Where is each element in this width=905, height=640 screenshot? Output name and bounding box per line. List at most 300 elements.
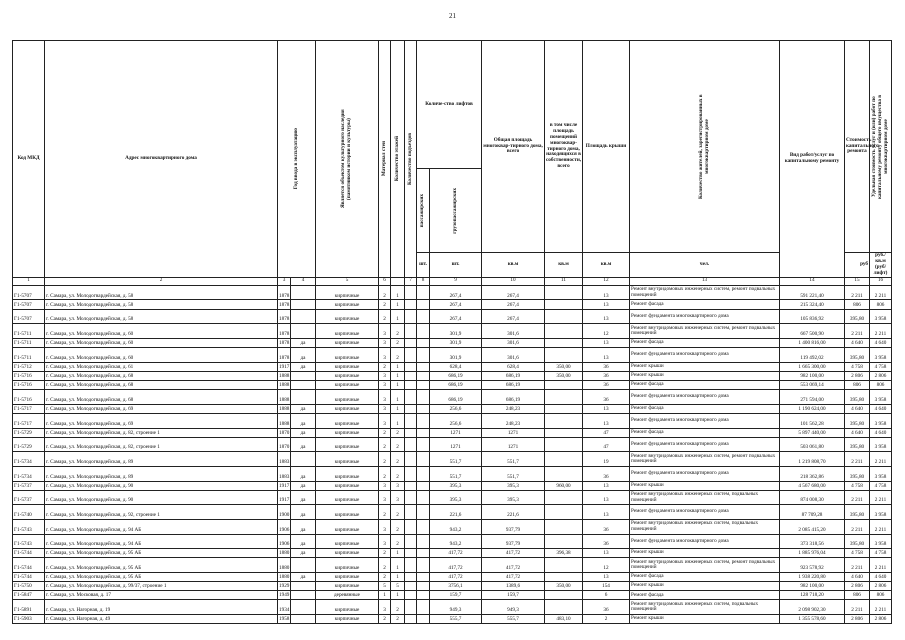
cell-total-area: 159,7 [430,591,482,600]
cell-roof-area [545,404,583,413]
cell-work: Ремонт фасада [630,404,780,413]
cell-work: Ремонт фундамента многоквартирного дома [630,390,780,405]
cell-incl-area: 686,19 [482,371,545,380]
cell-floors: 3 [379,390,391,405]
column-number: 4 [291,277,316,285]
cell-entrances: 2 [391,452,405,467]
cell-entrances: 1 [391,572,405,581]
cell-roof-area: 350,00 [545,371,583,380]
cell-year: 1900 [278,505,291,520]
cell-kod: Г1-5716 [13,390,45,405]
cell-walls: кирпичные [316,390,379,405]
cell-residents: 13 [583,549,630,558]
cell-incl-area: 221,6 [482,505,545,520]
cell-kod: Г1-5734 [13,452,45,467]
cell-roof-area: 483,10 [545,615,583,624]
cell-work: Ремонт фасада [630,572,780,581]
cell-residents: 13 [583,338,630,347]
cell-limit-cost: 4 640 [870,572,892,581]
cell-incl-area: 551,7 [482,466,545,481]
cell-walls: деревянные [316,591,379,600]
cell-cost: 87 709,28 [780,505,845,520]
cell-work: Ремонт крыши [630,481,780,490]
cell-cost: 1 219 808,70 [780,452,845,467]
cell-incl-area: 267,4 [482,300,545,309]
cell-cost: 5 897 440,00 [780,428,845,437]
cell-cost: 1 938 220,80 [780,572,845,581]
cell-floors: 3 [379,371,391,380]
cell-total-area: 686,19 [430,371,482,380]
cell-heritage [291,324,316,339]
cell-walls: кирпичные [316,381,379,390]
table-row [13,490,892,505]
cell-limit-cost: 4 758 [870,362,892,371]
column-number: 13 [630,277,780,285]
cell-lifts-pass [405,490,417,505]
cell-address: г. Самара, ул. Молодогвардейская, д. 92, строение 1 [45,505,278,520]
header-kod: Код МКД [13,41,45,278]
table-row [13,348,892,363]
cell-work: Ремонт внутридомовых инженерных систем, подвальных помещений [630,519,780,534]
cell-work: Ремонт крыши [630,362,780,371]
cell-lifts-cargo [417,437,430,452]
cell-entrances: 1 [391,371,405,380]
cell-year: 1949 [279,592,290,599]
cell-roof-area [545,338,583,347]
cell-floors: 3 [379,324,391,339]
cell-cost: 1 665 300,00 [780,362,845,371]
cell-limit-cost: 2 211 [870,452,892,467]
cell-work: Ремонт фасада [630,428,780,437]
cell-incl-area: 417,72 [482,549,545,558]
table-row [13,549,892,558]
table-row [13,452,892,467]
cell-roof-area [545,428,583,437]
cell-entrances: 1 [391,591,405,600]
cell-walls: кирпичные [316,338,379,347]
cell-lifts-cargo [417,413,430,428]
cell-year: 1958 [279,616,290,623]
table-row [13,505,892,520]
cell-incl-area: 159,7 [482,591,545,600]
cell-work: Ремонт внутридомовых инженерных систем, ремонт подвальных помещений [630,558,780,573]
unit-roof-area: кв.м [583,253,630,278]
cell-cost: 119 492,02 [780,348,845,363]
cell-kod: Г1-5743 [13,519,45,534]
table-row [13,300,892,309]
cell-incl-area: 1271 [482,437,545,452]
cell-work: Ремонт фундамента многоквартирного дома [630,413,780,428]
cell-entrances: 1 [391,309,405,324]
cell-entrances: 1 [391,362,405,371]
cell-cost: 1 190 624,00 [780,404,845,413]
cell-unit-cost: 4 640 [845,338,870,347]
column-number: 11 [545,277,583,285]
header-address: Адрес многоквартирного дома [45,41,278,278]
cell-lifts-cargo [417,615,430,624]
cell-cost: 923 578,92 [780,558,845,573]
cell-entrances: 1 [391,381,405,390]
cell-unit-cost: 4 640 [845,572,870,581]
cell-walls: кирпичные [316,490,379,505]
cell-walls: кирпичные [316,428,379,437]
cell-address: г. Самара, ул. Молодогвардейская, д. 95 АБ [45,572,278,581]
cell-incl-area: 301,6 [482,324,545,339]
cell-lifts-cargo [417,390,430,405]
cell-heritage: да [291,534,316,549]
cell-lifts-pass [405,600,417,615]
cell-year: 1880 [278,558,291,573]
table-row [13,338,892,347]
table-row [13,600,892,615]
cell-work: Ремонт фундамента многоквартирного дома [630,505,780,520]
cell-unit-cost: 395,80 [845,437,870,452]
cell-heritage: да [291,404,316,413]
table-row [13,324,892,339]
cell-residents: 13 [583,413,630,428]
cell-year: 1906 [278,519,291,534]
column-number: 8 [417,277,430,285]
column-number: 14 [780,277,845,285]
capital-repair-table [12,40,892,624]
cell-lifts-pass [405,558,417,573]
cell-entrances: 2 [391,534,405,549]
cell-total-area: 267,4 [430,300,482,309]
cell-floors: 2 [379,362,391,371]
cell-lifts-cargo [417,381,430,390]
cell-residents: 13 [583,285,630,300]
cell-walls: кирпичные [316,348,379,363]
header-incl-area: в том числе площадь помещений многоквар-тирного дома, находящихся в собственности, всего [545,41,583,253]
cell-kod: Г1-5740 [13,505,45,520]
header-total-area: Общая площадь многоквар-тирного дома, всего [482,41,545,253]
cell-residents: 36 [583,362,630,371]
cell-incl-area: 686,19 [482,381,545,390]
cell-floors: 2 [379,428,391,437]
cell-total-area: 267,4 [430,309,482,324]
cell-cost: 667 500,90 [780,324,845,339]
cell-unit-cost: 2 211 [845,558,870,573]
cell-unit-cost: 395,80 [845,309,870,324]
cell-walls: кирпичные [316,481,379,490]
cell-unit-cost: 806 [845,591,870,600]
cell-entrances: 2 [391,428,405,437]
cell-walls: кирпичные [316,324,379,339]
cell-lifts-cargo [417,519,430,534]
cell-unit-cost: 395,80 [845,348,870,363]
table-row [13,371,892,380]
cell-lifts-cargo [417,452,430,467]
cell-cost: 1 885 976,04 [780,549,845,558]
cell-heritage: да [291,437,316,452]
cell-roof-area [545,324,583,339]
cell-heritage [291,390,316,405]
cell-kod: Г1-5716 [13,381,45,390]
cell-limit-cost: 3 958 [870,413,892,428]
cell-kod: Г1-5711 [13,348,45,363]
cell-cost: 591 221,40 [780,285,845,300]
cell-residents: 36 [583,390,630,405]
cell-limit-cost: 2 211 [870,558,892,573]
cell-roof-area [545,348,583,363]
cell-year: 1883 [278,452,291,467]
cell-unit-cost: 4 758 [845,549,870,558]
cell-walls: кирпичные [316,404,379,413]
cell-kod: Г1-5711 [13,338,45,347]
table-row [13,428,892,437]
cell-lifts-pass [405,300,417,309]
cell-roof-area [545,519,583,534]
cell-kod: Г1-5707 [13,309,45,324]
cell-residents: 13 [583,505,630,520]
cell-lifts-pass [405,452,417,467]
cell-roof-area [545,505,583,520]
cell-floors: 2 [379,615,391,624]
cell-residents: 19 [583,452,630,467]
cell-work: Ремонт фасада [630,300,780,309]
cell-address: г. Самара, ул. Молодогвардейская, д. 60 [45,348,278,363]
cell-heritage [291,558,316,573]
cell-roof-area [545,437,583,452]
cell-roof-area [545,466,583,481]
cell-work: Ремонт внутридомовых инженерных систем, подвальных помещений [630,600,780,615]
cell-total-area: 1271 [430,428,482,437]
cell-total-area: 256,6 [430,404,482,413]
cell-lifts-pass [405,582,417,591]
cell-address: г. Самара, ул. Молодогвардейская, д. 90 [45,490,278,505]
cell-year: 1934 [278,600,291,615]
unit-incl-area: кв.м [545,253,583,278]
cell-total-area: 417,72 [430,549,482,558]
cell-entrances: 2 [391,348,405,363]
cell-kod: Г1-5729 [13,437,45,452]
cell-floors: 3 [379,338,391,347]
cell-address: г. Самара, ул. Молодогвардейская, д. 90 [45,481,278,490]
cell-lifts-pass [405,481,417,490]
cell-unit-cost: 2 806 [845,615,870,624]
cell-lifts-pass [405,285,417,300]
cell-work: Ремонт фундамента многоквартирного дома [630,534,780,549]
cell-year: 1870 [279,429,290,436]
cell-residents: 13 [583,490,630,505]
cell-heritage [291,591,316,600]
cell-year: 1883 [278,466,291,481]
cell-lifts-cargo [417,285,430,300]
cell-lifts-cargo [417,600,430,615]
cell-walls: кирпичные [316,371,379,380]
cell-roof-area [545,591,583,600]
cell-entrances: 1 [391,549,405,558]
cell-incl-area: 395,3 [482,481,545,490]
cell-cost: 503 061,80 [780,437,845,452]
cell-cost: 4 567 680,00 [780,481,845,490]
cell-heritage [291,582,316,591]
cell-address: г. Самара, ул. Молодогвардейская, д. 69 [45,404,278,413]
cell-cost: 1 400 816,00 [780,338,845,347]
cell-year: 1878 [278,285,291,300]
cell-limit-cost: 806 [870,300,892,309]
cell-lifts-pass [405,428,417,437]
cell-entrances: 3 [391,481,405,490]
cell-year: 1878 [278,348,291,363]
cell-heritage: да [291,338,316,347]
cell-total-area: 686,19 [430,390,482,405]
column-number: 15 [845,277,870,285]
cell-incl-area: 248,23 [482,413,545,428]
unit-unit-cost: руб./кв.м (руб/лифт) [870,253,892,278]
cell-limit-cost: 3 958 [870,466,892,481]
cell-unit-cost: 4 758 [845,481,870,490]
cell-limit-cost: 2 806 [870,615,892,624]
cell-kod: Г1-5737 [13,481,45,490]
cell-unit-cost: 4 758 [845,362,870,371]
cell-heritage: да [291,466,316,481]
cell-total-area: 267,4 [430,285,482,300]
cell-cost: 874 008,30 [780,490,845,505]
table-row [13,519,892,534]
header-unit-cost: Удельная стоимость услуг и (или) работ по капитальному ремонту общего имущества в многоквартирном доме [870,41,892,253]
cell-kod: Г1-5903 [13,615,45,624]
cell-residents: 47 [583,437,630,452]
column-numbers-row [13,277,892,285]
cell-roof-area [545,381,583,390]
cell-heritage: да [291,481,316,490]
cell-total-area: 943,2 [430,534,482,549]
column-number [391,277,405,285]
cell-address: г. Самара, ул. Молодогвардейская, д. 94 АБ [45,534,278,549]
cell-floors: 1 [379,591,391,600]
cell-residents: 36 [583,519,630,534]
cell-walls: кирпичные [316,549,379,558]
cell-cost: 1 355 578,60 [780,615,845,624]
cell-limit-cost: 3 958 [870,437,892,452]
cell-unit-cost: 2 211 [845,519,870,534]
cell-roof-area [545,572,583,581]
cell-unit-cost: 2 211 [845,490,870,505]
cell-year: 1917 [279,482,290,489]
cell-heritage [291,300,316,309]
cell-kod: Г1-5891 [13,600,45,615]
cell-floors: 3 [379,481,391,490]
cell-total-area: 628,4 [430,362,482,371]
cell-limit-cost: 2 806 [870,371,892,380]
header-walls: Материал стен [379,41,391,278]
cell-limit-cost: 4 758 [870,481,892,490]
cell-work: Ремонт фундамента многоквартирного дома [630,348,780,363]
cell-floors: 3 [379,381,391,390]
cell-lifts-cargo [417,582,430,591]
column-number: 16 [870,277,892,285]
cell-lifts-pass [405,371,417,380]
cell-cost: 982 100,00 [780,582,845,591]
cell-roof-area [545,600,583,615]
cell-lifts-pass [405,404,417,413]
cell-floors: 3 [379,413,391,428]
cell-heritage [291,452,316,467]
cell-incl-area: 1389,6 [482,582,545,591]
cell-cost: 2 085 415,20 [780,519,845,534]
cell-cost: 215 324,40 [780,300,845,309]
cell-address: г. Самара, ул. Молодогвардейская, д. 89 [45,452,278,467]
cell-lifts-pass [405,534,417,549]
cell-entrances: 2 [391,600,405,615]
cell-lifts-cargo [417,428,430,437]
cell-unit-cost: 395,80 [845,534,870,549]
table-row [13,591,892,600]
cell-walls: кирпичные [316,615,379,624]
unit-lifts-pass: шт. [417,253,430,278]
cell-heritage [291,600,316,615]
cell-address: г. Самара, ул. Молодогвардейская, д. 68 [45,381,278,390]
cell-address: г. Самара, ул. Молодогвардейская, д. 95 АБ [45,549,278,558]
cell-year: 1888 [278,413,291,428]
column-number: 5 [316,277,379,285]
cell-lifts-cargo [417,591,430,600]
cell-limit-cost: 2 211 [870,285,892,300]
cell-work: Ремонт фундамента многоквартирного дома [630,437,780,452]
cell-address: г. Самара, ул. Молодогвардейская, д. 58 [45,285,278,300]
cell-year: 1888 [279,382,290,389]
cell-total-area: 256,6 [430,413,482,428]
cell-kod: Г1-5711 [13,324,45,339]
cell-heritage: да [291,413,316,428]
table-body [13,285,892,623]
cell-year: 1929 [279,583,290,590]
cell-work: Ремонт фундамента многоквартирного дома [630,309,780,324]
cell-roof-area [545,490,583,505]
cell-year: 1917 [278,490,291,505]
cell-address: г. Самара, ул. Молодогвардейская, д. 69 [45,413,278,428]
cell-roof-area [545,452,583,467]
cell-unit-cost: 806 [845,300,870,309]
cell-roof-area: 350,00 [545,362,583,371]
cell-work: Ремонт фундамента многоквартирного дома [630,466,780,481]
cell-residents: 36 [583,466,630,481]
cell-work: Ремонт внутридомовых инженерных систем, ремонт подвальных помещений [630,285,780,300]
cell-address: г. Самара, ул. Молодогвардейская, д. 61 [45,362,278,371]
cell-total-area: 943,2 [430,519,482,534]
cell-floors: 3 [379,600,391,615]
cell-entrances: 1 [391,413,405,428]
cell-heritage: да [291,519,316,534]
cell-lifts-pass [405,615,417,624]
unit-lifts-cargo: шт. [430,253,482,278]
cell-total-area: 686,19 [430,381,482,390]
cell-lifts-cargo [417,371,430,380]
cell-incl-area: 267,4 [482,309,545,324]
cell-lifts-cargo [417,362,430,371]
cell-heritage: да [291,549,316,558]
cell-heritage: да [291,348,316,363]
header-heritage: Является объектом культурного наследия (памятником истории и культуры) [316,41,379,278]
cell-kod: Г1-5717 [13,404,45,413]
cell-entrances: 2 [391,519,405,534]
cell-cost: 218 362,86 [780,466,845,481]
header-year: Год ввода в эксплуатацию [278,41,316,278]
cell-lifts-pass [405,437,417,452]
cell-year: 1870 [278,437,291,452]
cell-residents: 12 [583,324,630,339]
cell-heritage: да [291,505,316,520]
cell-unit-cost: 2 211 [845,324,870,339]
cell-entrances: 1 [391,285,405,300]
cell-incl-area: 1271 [482,428,545,437]
cell-unit-cost: 4 640 [845,404,870,413]
cell-heritage [291,615,316,624]
cell-lifts-pass [405,338,417,347]
cell-entrances: 2 [391,437,405,452]
cell-kod: Г1-5744 [13,558,45,573]
